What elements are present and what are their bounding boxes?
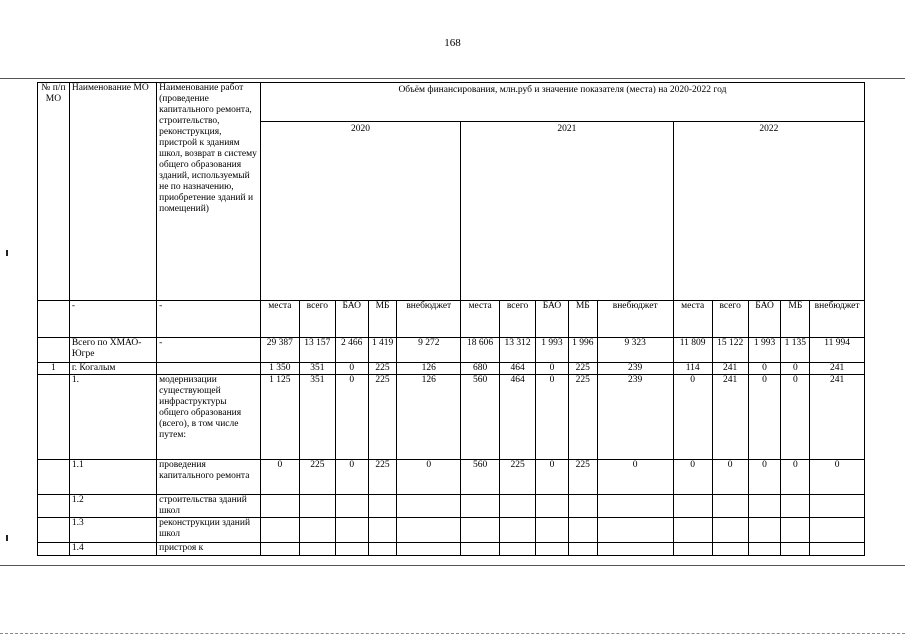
cell-value [368,543,397,556]
row-name: 1.2 [69,495,156,518]
cell-value [461,518,500,543]
header-dash: - [157,301,261,338]
cell-value: 0 [597,460,673,495]
cell-value: 225 [500,460,536,495]
cell-value: 13 157 [299,338,335,363]
row-name: 1.1 [69,460,156,495]
cell-value: 464 [500,375,536,460]
cell-value: 464 [500,363,536,375]
cell-value: 0 [673,460,712,495]
cell-value: 225 [568,375,597,460]
cell-value [712,543,748,556]
cell-value: 0 [781,460,810,495]
cell-value: 0 [673,375,712,460]
header-year-2020: 2020 [260,122,460,301]
funding-table-wrapper [37,82,865,564]
cell-value [597,495,673,518]
row-works: проведения капитального ремонта [157,460,261,495]
cell-value: 225 [368,375,397,460]
cell-value [673,543,712,556]
cell-value: 0 [712,460,748,495]
row-works: строительства зданий школ [157,495,261,518]
cell-value [461,543,500,556]
cell-value: 1 993 [748,338,781,363]
cell-value [500,495,536,518]
row-no [38,543,70,556]
subcol-header: места [260,301,299,338]
header-funding-title: Объём финансирования, млн.руб и значение показателя (места) на 2020-2022 год [260,83,864,122]
cell-value: 29 387 [260,338,299,363]
cell-value: 0 [536,375,569,460]
table-row-reconstruction [38,518,865,543]
row-no [38,495,70,518]
table-row-annex [38,543,865,556]
cell-value [673,518,712,543]
cell-value: 351 [299,363,335,375]
row-works: пристроя к [157,543,261,556]
cell-value: 225 [568,460,597,495]
cell-value: 239 [597,375,673,460]
edge-mark [6,535,8,541]
header-row-subcols [38,301,865,338]
row-works: - [157,338,261,363]
cell-value: 0 [748,375,781,460]
row-name: Всего по ХМАО-Югре [69,338,156,363]
row-no [38,375,70,460]
cell-value: 1 993 [536,338,569,363]
table-row-capital-repair [38,460,865,495]
cell-value: 0 [748,460,781,495]
cell-value: 241 [712,363,748,375]
bottom-rule [0,565,905,566]
cell-value: 0 [335,460,368,495]
row-works: реконструкции зданий школ [157,518,261,543]
subcol-header: всего [500,301,536,338]
cell-value: 225 [368,363,397,375]
subcol-header: всего [299,301,335,338]
row-name: 1. [69,375,156,460]
cell-value: 0 [781,375,810,460]
cell-value [748,543,781,556]
cell-value [536,495,569,518]
footer-rule [0,633,905,634]
cell-value: 0 [260,460,299,495]
cell-value: 680 [461,363,500,375]
cell-value: 0 [536,460,569,495]
subcol-header: БАО [748,301,781,338]
subcol-header: всего [712,301,748,338]
cell-value: 0 [810,460,865,495]
row-no [38,460,70,495]
cell-value: 0 [397,460,461,495]
cell-value: 1 125 [260,375,299,460]
header-empty-cell [38,301,70,338]
cell-value [397,543,461,556]
cell-value [368,518,397,543]
header-mo-name: Наименование МО [69,83,156,301]
header-dash: - [69,301,156,338]
cell-value: 18 606 [461,338,500,363]
subcol-header: внебюджет [597,301,673,338]
header-works: Наименование работ (проведение капитального ремонта, строительство, реконструкция, пристрой к зданиям школ, возврат в систему общего образования зданий, используемый не по назначению, приобретение зданий и помещений) [157,83,261,301]
cell-value [810,543,865,556]
cell-value [712,518,748,543]
cell-value [335,518,368,543]
cell-value: 0 [335,375,368,460]
subcol-header: внебюджет [810,301,865,338]
cell-value: 0 [335,363,368,375]
subcol-header: места [673,301,712,338]
cell-value: 15 122 [712,338,748,363]
edge-mark [6,250,8,256]
cell-value: 351 [299,375,335,460]
page-number: 168 [444,37,461,49]
header-year-2021: 2021 [461,122,674,301]
cell-value: 114 [673,363,712,375]
table-row-total [38,338,865,363]
cell-value: 11 809 [673,338,712,363]
subcol-header: БАО [335,301,368,338]
subcol-header: внебюджет [397,301,461,338]
cell-value [397,495,461,518]
cell-value [260,543,299,556]
cell-value [568,543,597,556]
subcol-header: МБ [568,301,597,338]
cell-value [568,518,597,543]
cell-value [260,495,299,518]
row-no [38,518,70,543]
subcol-header: места [461,301,500,338]
cell-value [299,518,335,543]
cell-value: 0 [748,363,781,375]
row-name: 1.3 [69,518,156,543]
cell-value [568,495,597,518]
cell-value [781,495,810,518]
cell-value [260,518,299,543]
cell-value: 560 [461,460,500,495]
cell-value: 1 350 [260,363,299,375]
cell-value [536,543,569,556]
cell-value [712,495,748,518]
cell-value: 13 312 [500,338,536,363]
cell-value: 9 323 [597,338,673,363]
header-year-2022: 2022 [673,122,864,301]
cell-value [597,543,673,556]
cell-value [673,495,712,518]
row-no: 1 [38,363,70,375]
cell-value [335,543,368,556]
cell-value: 126 [397,375,461,460]
cell-value: 1 996 [568,338,597,363]
cell-value [781,543,810,556]
cell-value: 241 [810,363,865,375]
cell-value: 1 135 [781,338,810,363]
cell-value [368,495,397,518]
table-row-city [38,363,865,375]
cell-value: 126 [397,363,461,375]
cell-value: 560 [461,375,500,460]
cell-value [335,495,368,518]
cell-value: 225 [368,460,397,495]
cell-value: 225 [299,460,335,495]
cell-value [748,518,781,543]
table-row-construction [38,495,865,518]
table-row-modernization [38,375,865,460]
cell-value [397,518,461,543]
cell-value [597,518,673,543]
subcol-header: БАО [536,301,569,338]
cell-value [299,495,335,518]
cell-value: 1 419 [368,338,397,363]
cell-value [461,495,500,518]
cell-value [500,543,536,556]
top-rule [0,78,905,79]
row-name: 1.4 [69,543,156,556]
funding-table [37,82,865,556]
cell-value: 11 994 [810,338,865,363]
row-no [38,338,70,363]
header-row-1 [38,83,865,122]
cell-value: 239 [597,363,673,375]
cell-value: 0 [536,363,569,375]
header-no: № п/п МО [38,83,70,301]
cell-value: 0 [781,363,810,375]
cell-value [500,518,536,543]
cell-value [810,518,865,543]
subcol-header: МБ [368,301,397,338]
cell-value: 241 [712,375,748,460]
cell-value [810,495,865,518]
cell-value: 241 [810,375,865,460]
cell-value: 225 [568,363,597,375]
cell-value: 9 272 [397,338,461,363]
cell-value [748,495,781,518]
cell-value [536,518,569,543]
subcol-header: МБ [781,301,810,338]
cell-value: 2 466 [335,338,368,363]
cell-value [299,543,335,556]
cell-value [781,518,810,543]
row-works: модернизации существующей инфраструктуры общего образования (всего), в том числе путем: [157,375,261,460]
row-name: г. Когалым [69,363,156,375]
row-works [157,363,261,375]
